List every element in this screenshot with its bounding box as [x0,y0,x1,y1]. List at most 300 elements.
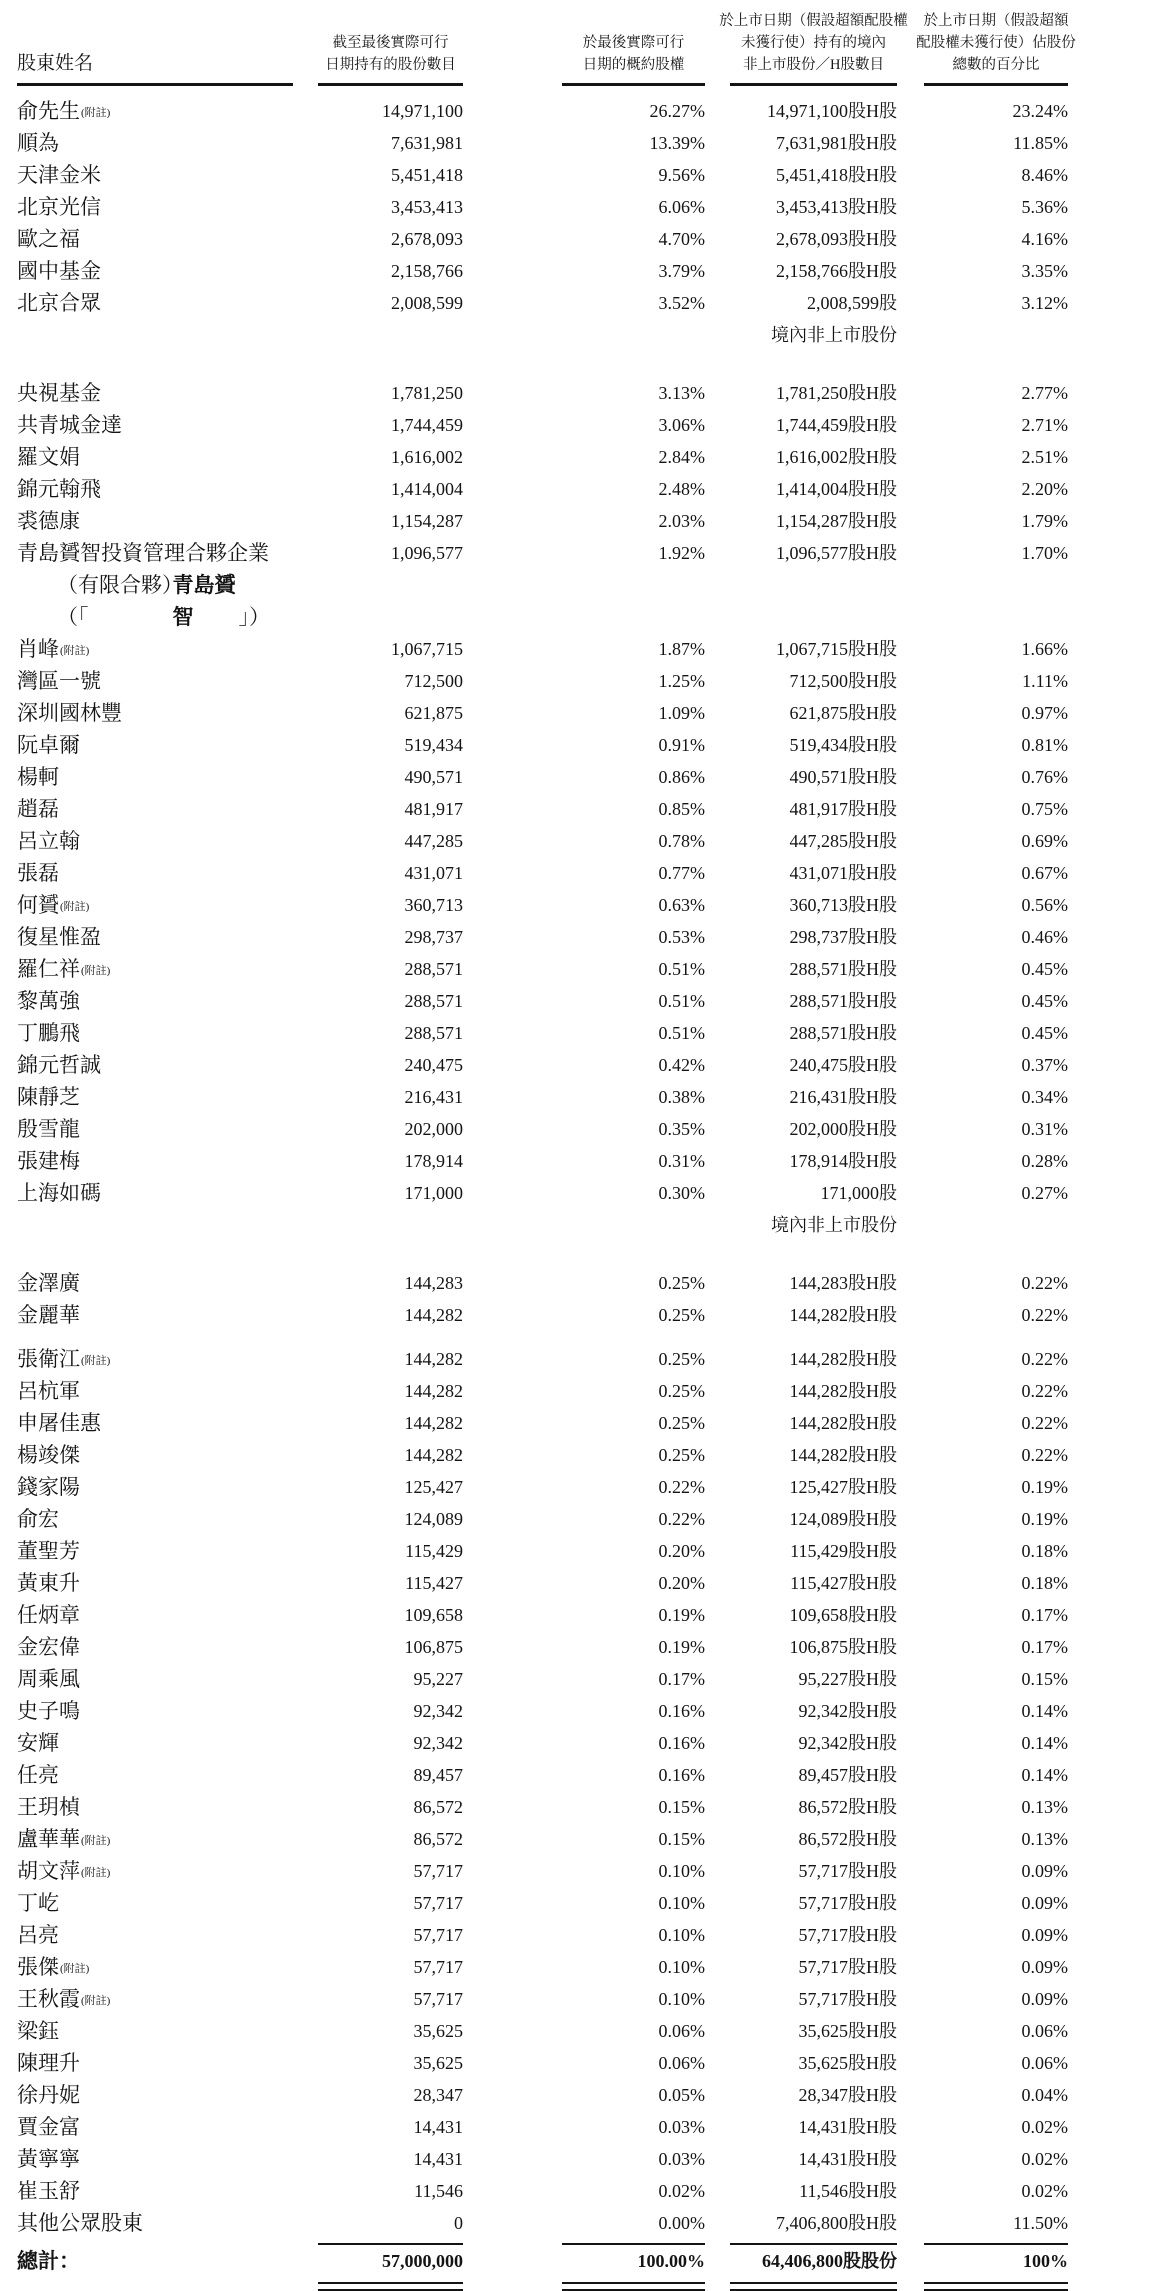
shareholder-name: 楊竣傑 [17,1443,80,1467]
shareholder-name: 張傑 [17,1955,59,1979]
h-shares-value: 2,158,766股H股 [776,261,897,281]
approx-equity-cell: 0.19% [658,1637,705,1657]
h-shares-cell [705,1631,897,1663]
shareholder-name-cell [17,697,296,729]
shareholder-name: 錢家陽 [17,1475,80,1499]
shareholder-name: 順為 [17,131,59,155]
h-shares-cell [705,127,897,159]
shareholder-name-cell [17,1695,296,1727]
table-row [17,1855,1172,1887]
shareholder-name-cell [17,1299,296,1331]
table-row [17,729,1172,761]
pct-of-total-cell: 0.22% [1021,1413,1068,1433]
shareholder-name-cell [17,1663,296,1695]
shares-held-cell: 240,475 [404,1055,463,1075]
h-shares-cell [705,95,897,127]
shareholder-name-cell [17,1081,296,1113]
note-superscript: (附註) [81,1355,111,1367]
h-shares-cell [705,2015,897,2047]
h-shares-value: 57,717股H股 [798,1957,897,1977]
table-row [17,1299,1172,1331]
pct-of-total-cell: 4.16% [1021,229,1068,249]
approx-equity-cell: 0.03% [658,2117,705,2137]
h-shares-cell [705,223,897,255]
approx-equity-cell: 9.56% [658,165,705,185]
h-shares-value: 144,283股H股 [789,1273,897,1293]
shares-held-cell: 106,875 [404,1637,463,1657]
domestic-unlisted-note: 境內非上市股份 [771,1215,897,1235]
shareholder-name: 青島贇智投資管理合夥企業 [17,541,269,565]
h-shares-value: 14,431股H股 [798,2149,897,2169]
h-shares-cell [705,1375,897,1407]
approx-equity-cell: 0.91% [658,735,705,755]
shareholder-name: 呂立翰 [17,829,80,853]
pct-of-total-cell: 0.02% [1021,2117,1068,2137]
h-shares-value: 95,227股H股 [798,1669,897,1689]
table-row [17,953,1172,985]
h-shares-value: 1,154,287股H股 [776,511,897,531]
table-row [17,2207,1172,2239]
h-shares-value: 57,717股H股 [798,1989,897,2009]
h-shares-cell [705,1049,897,1081]
pct-of-total-cell: 0.17% [1021,1637,1068,1657]
table-row [17,1695,1172,1727]
approx-equity-cell: 0.78% [658,831,705,851]
h-shares-value: 86,572股H股 [798,1797,897,1817]
approx-equity-cell: 26.27% [649,101,705,121]
total-shares-cell: 57,000,000 [382,2251,463,2271]
approx-equity-cell: 0.53% [658,927,705,947]
table-row [17,1823,1172,1855]
pct-of-total-cell: 0.09% [1021,1957,1068,1977]
shareholder-name-cell [17,1407,296,1439]
pct-of-total-cell: 0.09% [1021,1925,1068,1945]
shareholder-name-cell [17,1791,296,1823]
h-shares-cell [705,1983,897,2015]
shareholder-name: 賈金富 [17,2115,80,2139]
table-row [17,2015,1172,2047]
shareholder-name-cell [17,2015,296,2047]
shareholder-name-cell [17,985,296,1017]
table-row [17,1343,1172,1375]
table-header [17,10,1172,86]
pct-of-total-cell: 0.13% [1021,1829,1068,1849]
pct-of-total-cell: 0.76% [1021,767,1068,787]
h-shares-cell [705,1727,897,1759]
approx-equity-cell: 0.25% [658,1305,705,1325]
shareholder-name-cell [17,1267,296,1299]
table-row [17,793,1172,825]
table-body [17,95,1172,2239]
shareholder-name: 申屠佳惠 [17,1411,101,1435]
pct-of-total-cell: 0.22% [1021,1445,1068,1465]
approx-equity-cell: 0.25% [658,1445,705,1465]
pct-of-total-cell: 0.18% [1021,1541,1068,1561]
shareholder-name: 丁屹 [17,1891,59,1915]
shareholder-name: 裘德康 [17,509,80,533]
shareholder-name-cell [17,1727,296,1759]
shares-held-cell: 712,500 [404,671,463,691]
h-shares-cell [705,1535,897,1567]
approx-equity-cell: 0.02% [658,2181,705,2201]
shareholder-name: 錦元翰飛 [17,477,101,501]
h-shares-value: 144,282股H股 [789,1381,897,1401]
table-row [17,1759,1172,1791]
shares-held-cell: 298,737 [404,927,463,947]
table-row [17,1267,1172,1299]
h-shares-cell [705,1791,897,1823]
approx-equity-cell: 1.25% [658,671,705,691]
pct-of-total-cell: 0.09% [1021,1989,1068,2009]
note-superscript: (附註) [81,1835,111,1847]
shares-held-cell: 3,453,413 [391,197,463,217]
table-row [17,1791,1172,1823]
shareholder-name: 俞先生 [17,99,80,123]
h-shares-cell [705,537,897,569]
h-shares-value: 712,500股H股 [789,671,897,691]
h-shares-cell [705,2175,897,2207]
pct-of-total-cell: 1.79% [1021,511,1068,531]
shareholder-name: 復星惟盈 [17,925,101,949]
shareholder-name: 其他公眾股東 [17,2211,143,2235]
shareholder-name: 央視基金 [17,381,101,405]
table-row [17,633,1172,665]
shareholder-name-cell [17,441,296,473]
approx-equity-cell: 0.10% [658,1925,705,1945]
shares-held-cell: 14,971,100 [382,101,463,121]
approx-equity-cell: 0.10% [658,1893,705,1913]
pct-of-total-cell: 0.69% [1021,831,1068,851]
shares-held-cell: 144,282 [404,1349,463,1369]
table-row [17,2111,1172,2143]
shareholder-name-cell [17,1823,296,1855]
approx-equity-cell: 0.16% [658,1765,705,1785]
h-shares-value: 288,571股H股 [789,959,897,979]
shareholder-name: 丁鵬飛 [17,1021,80,1045]
h-shares-cell [705,633,897,665]
approx-equity-cell: 0.06% [658,2021,705,2041]
h-shares-cell [705,377,897,409]
table-row [17,889,1172,921]
shareholder-name-cell [17,2207,296,2239]
shareholder-name-cell [17,1343,296,1375]
approx-equity-cell: 0.22% [658,1477,705,1497]
shareholder-name-cell [17,889,296,921]
table-row [17,1727,1172,1759]
approx-equity-cell: 0.63% [658,895,705,915]
shareholder-name-cell [17,1471,296,1503]
shareholder-name-cell [17,1599,296,1631]
shares-held-cell: 14,431 [413,2149,463,2169]
shareholder-name: 周乘風 [17,1667,80,1691]
shareholder-name: 胡文萍 [17,1859,80,1883]
shareholder-name-cell [17,1919,296,1951]
shareholder-name: 安輝 [17,1731,59,1755]
h-shares-cell [705,2111,897,2143]
h-shares-value: 144,282股H股 [789,1305,897,1325]
h-shares-value: 86,572股H股 [798,1829,897,1849]
header-cell-h-shares [705,10,908,86]
approx-equity-cell: 4.70% [658,229,705,249]
table-row [17,255,1172,287]
pct-of-total-cell: 0.04% [1021,2085,1068,2105]
h-shares-value: 240,475股H股 [789,1055,897,1075]
shareholder-name: 楊軻 [17,765,59,789]
shares-held-cell: 35,625 [413,2053,463,2073]
h-shares-cell [705,793,897,825]
pct-of-total-cell: 1.66% [1021,639,1068,659]
table-row [17,1599,1172,1631]
pct-of-total-cell: 8.46% [1021,165,1068,185]
pct-of-total-cell: 0.22% [1021,1305,1068,1325]
h-shares-value: 144,282股H股 [789,1445,897,1465]
approx-equity-cell: 13.39% [649,133,705,153]
shares-held-cell: 202,000 [404,1119,463,1139]
shares-held-cell: 178,914 [404,1151,463,1171]
approx-equity-cell: 2.84% [658,447,705,467]
header-line: 於上市日期（假設超額配股權 [719,13,908,29]
shares-held-cell: 28,347 [413,2085,463,2105]
shareholder-name-cell [17,1375,296,1407]
shares-held-cell: 14,431 [413,2117,463,2137]
h-shares-cell [705,1439,897,1471]
table-row [17,441,1172,473]
shareholder-name: 陳理升 [17,2051,80,2075]
pct-of-total-cell: 0.13% [1021,1797,1068,1817]
h-shares-cell [705,1177,897,1241]
h-shares-value: 7,631,981股H股 [776,133,897,153]
shareholder-name-cell [17,377,296,409]
shareholder-name: 史子鳴 [17,1699,80,1723]
shareholder-name-cell [17,223,296,255]
shareholder-name: 呂杭軍 [17,1379,80,1403]
shareholder-name-cell [17,633,296,665]
approx-equity-cell: 1.87% [658,639,705,659]
h-shares-cell [705,1343,897,1375]
pct-of-total-cell: 0.19% [1021,1509,1068,1529]
pct-of-total-cell: 0.22% [1021,1349,1068,1369]
shareholder-name-cell [17,473,296,505]
h-shares-value: 288,571股H股 [789,1023,897,1043]
shares-held-cell: 115,427 [405,1573,463,1593]
pct-of-total-cell: 0.09% [1021,1861,1068,1881]
pct-of-total-cell: 0.28% [1021,1151,1068,1171]
table-row [17,191,1172,223]
pct-of-total-cell: 3.12% [1021,293,1068,313]
pct-of-total-cell: 0.06% [1021,2021,1068,2041]
table-row [17,1535,1172,1567]
shareholder-name: 共青城金達 [17,413,122,437]
pct-of-total-cell: 0.34% [1021,1087,1068,1107]
approx-equity-cell: 0.05% [658,2085,705,2105]
shareholder-name-cell [17,921,296,953]
shareholder-name-cell [17,857,296,889]
h-shares-cell [705,1567,897,1599]
approx-equity-cell: 2.03% [658,511,705,531]
h-shares-cell [705,2047,897,2079]
header-line: 於上市日期（假設超額 [923,13,1069,29]
shares-held-cell: 115,429 [405,1541,463,1561]
h-shares-value: 1,414,004股H股 [776,479,897,499]
shareholder-name: 盧華華 [17,1827,80,1851]
h-shares-value: 519,434股H股 [789,735,897,755]
h-shares-value: 1,616,002股H股 [776,447,897,467]
shareholder-name-cell [17,95,296,127]
h-shares-cell [705,953,897,985]
pct-of-total-cell: 0.37% [1021,1055,1068,1075]
shares-held-cell: 2,678,093 [391,229,463,249]
table-row [17,2175,1172,2207]
h-shares-cell [705,473,897,505]
total-label: 總計： [17,2249,80,2273]
shareholder-name: 趙磊 [17,797,59,821]
h-shares-cell [705,1887,897,1919]
h-shares-cell [705,1599,897,1631]
h-shares-cell [705,255,897,287]
shareholder-name-cell [17,1567,296,1599]
shares-held-cell: 171,000 [404,1183,463,1203]
table-row [17,409,1172,441]
approx-equity-cell: 0.38% [658,1087,705,1107]
shares-held-cell: 2,008,599 [391,293,463,313]
shares-held-cell: 360,713 [404,895,463,915]
table-row [17,1919,1172,1951]
h-shares-cell [705,2207,897,2239]
shareholder-name: 梁鈺 [17,2019,59,2043]
h-shares-value: 14,431股H股 [798,2117,897,2137]
shares-held-cell: 0 [454,2213,463,2233]
h-shares-cell [705,1759,897,1791]
shareholder-name: 金宏偉 [17,1635,80,1659]
table-row [17,1081,1172,1113]
header-line: 日期持有的股份數目 [325,57,456,73]
shareholder-name-cell [17,953,296,985]
h-shares-value: 1,096,577股H股 [776,543,897,563]
shares-held-cell: 57,717 [413,1861,463,1881]
shareholder-name: 天津金米 [17,163,101,187]
approx-equity-cell: 0.15% [658,1829,705,1849]
shares-held-cell: 447,285 [404,831,463,851]
approx-equity-cell: 0.77% [658,863,705,883]
h-shares-value: 28,347股H股 [798,2085,897,2105]
table-row [17,159,1172,191]
shares-held-cell: 92,342 [413,1701,463,1721]
h-shares-value: 106,875股H股 [789,1637,897,1657]
approx-equity-cell: 0.85% [658,799,705,819]
pct-of-total-cell: 0.18% [1021,1573,1068,1593]
table-row [17,377,1172,409]
h-shares-cell [705,761,897,793]
h-shares-cell [705,1919,897,1951]
shareholder-name-cell [17,255,296,287]
pct-of-total-cell: 0.27% [1021,1183,1068,1203]
pct-of-total-cell: 2.51% [1021,447,1068,467]
table-row [17,1887,1172,1919]
approx-equity-cell: 0.22% [658,1509,705,1529]
header-line: 於最後實際可行 [582,35,685,51]
h-shares-cell [705,921,897,953]
shareholder-name: 北京合眾 [17,291,101,315]
shares-held-cell: 57,717 [413,1989,463,2009]
h-shares-value: 57,717股H股 [798,1893,897,1913]
pct-of-total-cell: 0.45% [1021,991,1068,1011]
shareholder-name-cell [17,1951,296,1983]
shareholder-name: 董聖芳 [17,1539,80,1563]
shareholder-name-cell [17,1113,296,1145]
h-shares-value: 57,717股H股 [798,1861,897,1881]
table-row [17,2079,1172,2111]
total-h-shares-cell: 64,406,800股股份 [762,2251,897,2271]
h-shares-value: 3,453,413股H股 [776,197,897,217]
approx-equity-cell: 1.92% [658,543,705,563]
header-line: 總數的百分比 [952,57,1040,73]
pct-of-total-cell: 0.15% [1021,1669,1068,1689]
shareholder-name: 何贇 [17,893,59,917]
pct-of-total-cell: 1.70% [1021,543,1068,563]
h-shares-value: 11,546股H股 [799,2181,897,2201]
total-label-cell [17,2245,296,2277]
note-superscript: (附註) [60,645,90,657]
shareholder-name-cell [17,1983,296,2015]
approx-equity-cell: 0.19% [658,1605,705,1625]
shareholder-name-cell [17,159,296,191]
total-approx-equity-cell: 100.00% [637,2251,705,2271]
h-shares-value: 115,427股H股 [790,1573,897,1593]
table-row [17,1113,1172,1145]
approx-equity-cell: 3.52% [658,293,705,313]
pct-of-total-cell: 0.97% [1021,703,1068,723]
shareholder-name-cell [17,665,296,697]
total-bottom-double-rule [17,2282,1172,2291]
table-row [17,1503,1172,1535]
table-row [17,2143,1172,2175]
h-shares-cell [705,1017,897,1049]
h-shares-cell [705,2143,897,2175]
pct-of-total-cell: 11.50% [1013,2213,1068,2233]
shareholder-name: 上海如碼 [17,1181,101,1205]
table-row [17,1145,1172,1177]
shares-held-cell: 35,625 [413,2021,463,2041]
pct-of-total-cell: 0.31% [1021,1119,1068,1139]
approx-equity-cell: 0.16% [658,1701,705,1721]
h-shares-cell [705,441,897,473]
shareholder-name-cell [17,1759,296,1791]
approx-equity-cell: 2.48% [658,479,705,499]
total-row [17,2245,1172,2277]
shareholder-name: 俞宏 [17,1507,59,1531]
shareholder-name: 金澤廣 [17,1271,80,1295]
table-row [17,1631,1172,1663]
shares-held-cell: 481,917 [404,799,463,819]
h-shares-cell [705,729,897,761]
table-row [17,1951,1172,1983]
shareholder-name-cell [17,1017,296,1049]
shareholder-name: 錦元哲誠 [17,1053,101,1077]
h-shares-cell [705,1113,897,1145]
approx-equity-cell: 0.51% [658,959,705,979]
shares-held-cell: 57,717 [413,1925,463,1945]
shareholder-name: 歐之福 [17,227,80,251]
pct-of-total-cell: 3.35% [1021,261,1068,281]
h-shares-value: 124,089股H股 [789,1509,897,1529]
pct-of-total-cell: 0.46% [1021,927,1068,947]
approx-equity-cell: 0.86% [658,767,705,787]
shareholder-name-cell [17,1887,296,1919]
shareholder-name-cell [17,2047,296,2079]
approx-equity-cell: 0.10% [658,1989,705,2009]
approx-equity-cell: 0.51% [658,1023,705,1043]
h-shares-value: 2,678,093股H股 [776,229,897,249]
